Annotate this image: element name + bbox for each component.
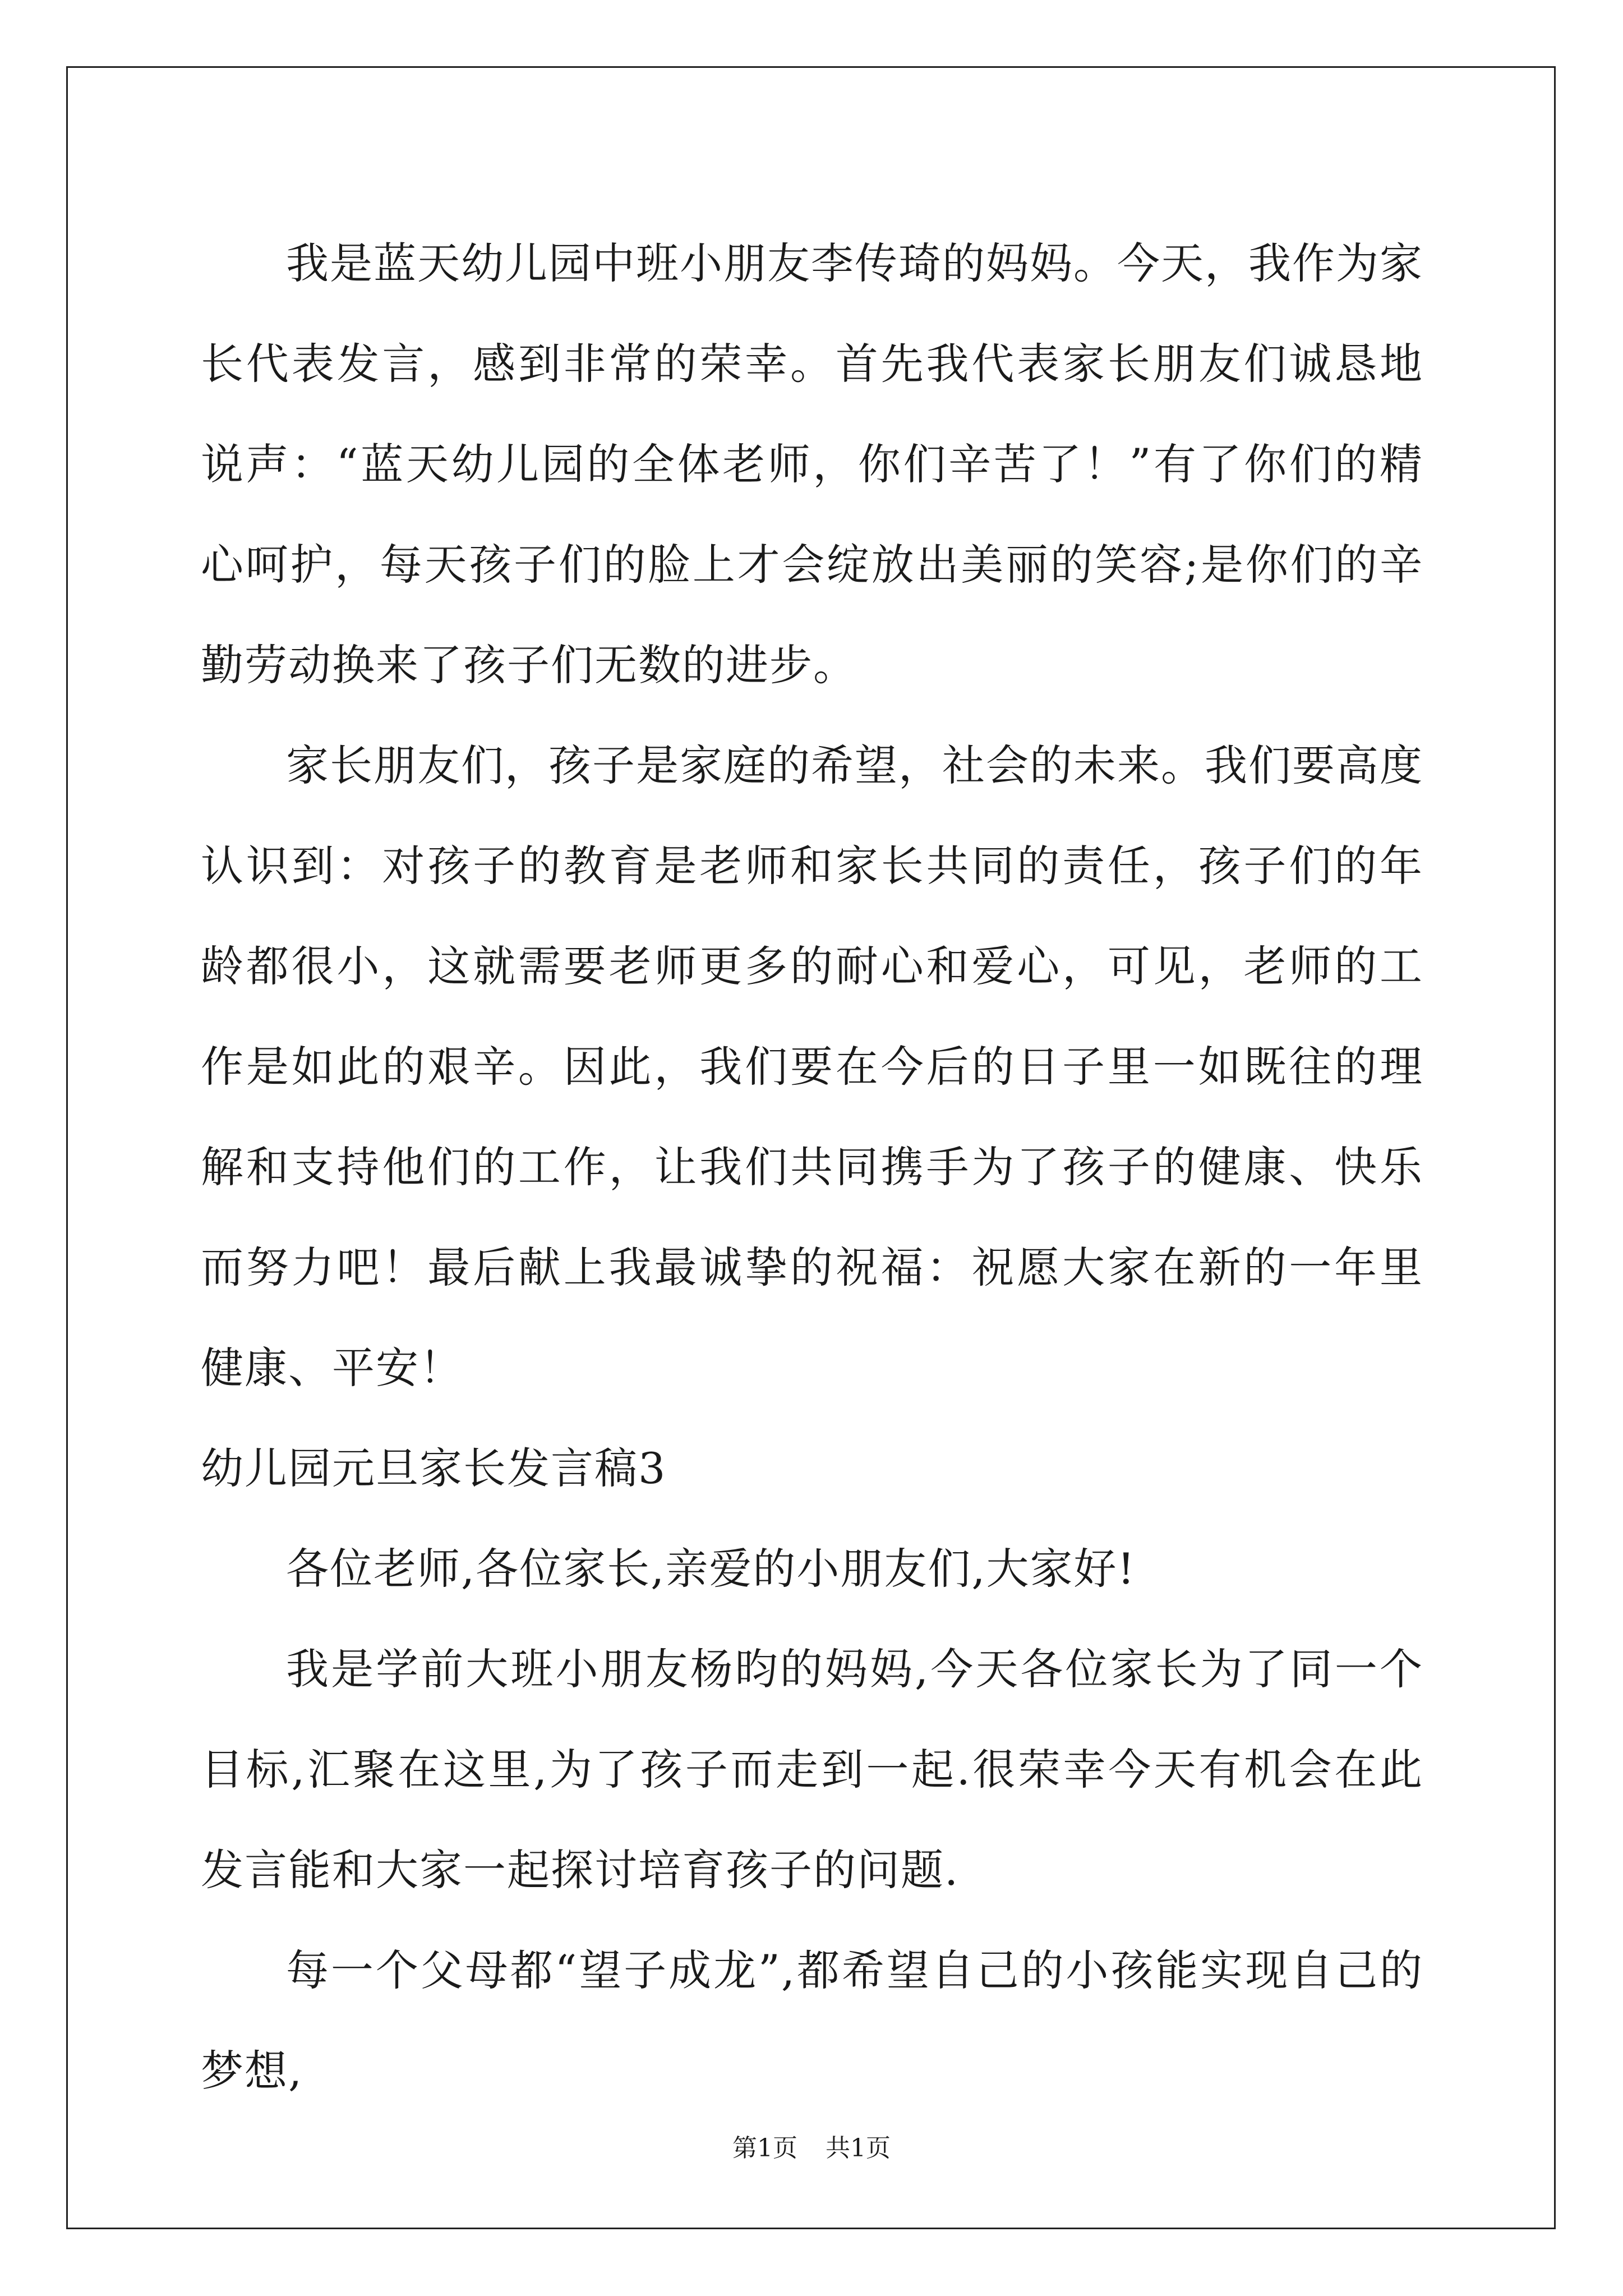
paragraph: 家长朋友们，孩子是家庭的希望，社会的未来。我们要高度认识到：对孩子的教育是老师和家长共同的责任，孩子们的年龄都很小，这就需要老师更多的耐心和爱心，可见，老师的工作是如此的艰辛。因此，我们要在今后的日子里一如既往的理解和支持他们的工作，让我们共同携手为了孩子的健康、快乐而努力吧！最后献上我最诚挚的祝福：祝愿大家在新的一年里健康、平安！	[201, 740, 1423, 1393]
paragraph: 各位老师,各位家长,亲爱的小朋友们,大家好!	[286, 1544, 1136, 1594]
paragraph: 每一个父母都“望子成龙”,都希望自己的小孩能实现自己的梦想,	[201, 1945, 1423, 2096]
document-body	[201, 213, 1423, 2121]
page-current: 第1页	[732, 2134, 797, 2162]
page-total: 共1页	[826, 2134, 891, 2162]
page-footer	[0, 2132, 1623, 2165]
paragraph: 我是蓝天幼儿园中班小朋友李传琦的妈妈。今天，我作为家长代表发言，感到非常的荣幸。首先我代表家长朋友们诚恳地说声：“蓝天幼儿园的全体老师，你们辛苦了！”有了你们的精心呵护，每天孩子们的脸上才会绽放出美丽的笑容;是你们的辛勤劳动换来了孩子们无数的进步。	[201, 238, 1423, 690]
paragraph: 我是学前大班小朋友杨昀的妈妈,今天各位家长为了同一个目标,汇聚在这里,为了孩子而走到一起.很荣幸今天有机会在此发言能和大家一起探讨培育孩子的问题.	[201, 1644, 1423, 1895]
section-heading: 幼儿园元旦家长发言稿3	[201, 1443, 667, 1493]
